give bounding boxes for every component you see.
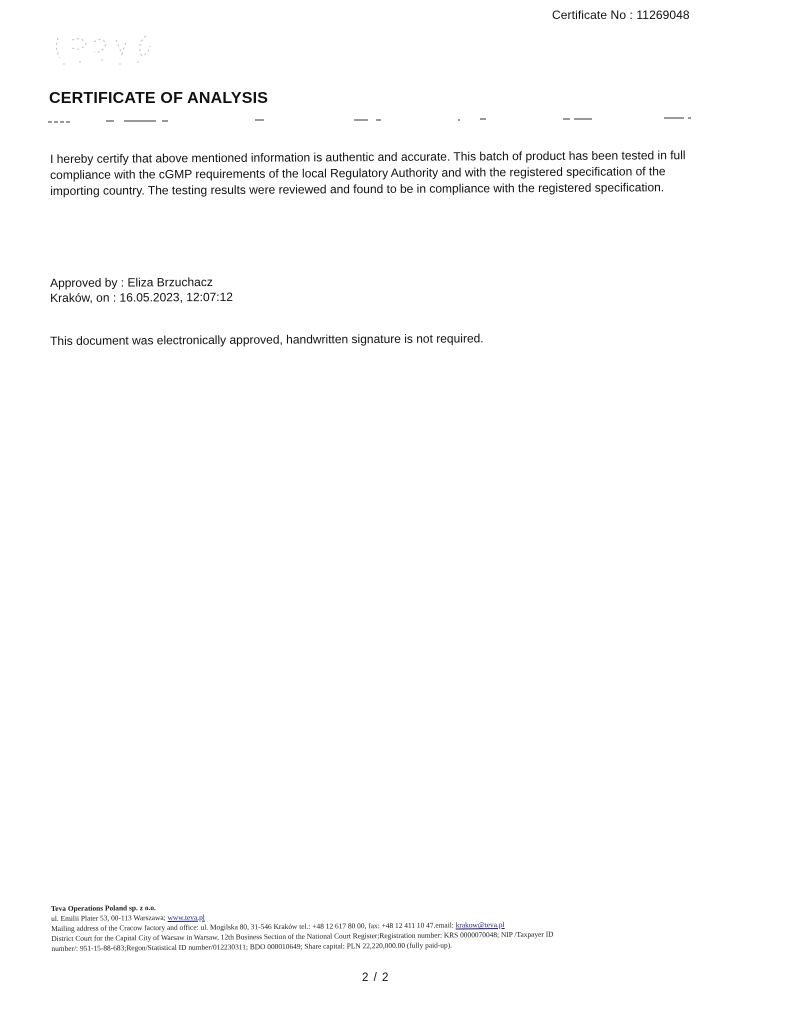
page-current: 2 / [362,972,378,984]
electronic-approval-note: This document was electronically approved, handwritten signature is not required. [50,331,484,348]
approved-by-label: Approved by : [50,275,125,290]
footer-company-name: Teva Operations Poland sp. z o.o. [51,903,156,913]
certification-statement: I hereby certify that above mentioned information is authentic and accurate. This batch of product has been tested in full compliance with the cGMP requirements of the local Regulatory Authority and with the registered specification of the importing country. The testing results were reviewed and found to be in compliance with the registered specification. [50,148,686,198]
certificate-number-line [552,8,690,22]
faded-logo-mark [50,28,170,72]
page-total: 2 [382,972,390,984]
page-number [362,972,389,984]
footer-court-registration: District Court for the Capital City of Warsaw in Warsaw, 12th Business Section of the National Court Register;Registration number: KRS 0000070048; NIP /Taxpayer ID [51,929,554,943]
approved-by-name: Eliza Brzuchacz [127,275,213,290]
approved-by-row [50,275,233,291]
footer-mailing-address: Mailing address of the Cracow factory and office: ul. Mogilska 80, 31-546 Kraków tel.: +48 12 617 80 00, fax: +48 12 411 10 47.email: [51,920,454,933]
dashed-divider [48,112,698,126]
approval-place-label: Kraków, on : [50,290,117,305]
document-title: CERTIFICATE OF ANALYSIS [49,90,269,107]
footer-tax-info: number/: 951-15-88-683;Regon/Statistical ID number/012230311; BDO 000010649; Share capital: PLN 22,220,000.00 (fully paid-up). [51,940,453,953]
footer-email-link[interactable]: krakow@teva.pl [455,920,505,930]
footer-address: ul. Emilii Plater 53, 00-113 Warszawa; [51,912,166,923]
footer-website-link[interactable]: www.teva.pl [167,912,205,922]
approval-block [50,275,233,306]
approval-datetime: 16.05.2023, 12:07:12 [119,289,234,305]
approval-date-row [50,290,233,306]
company-footer [51,899,671,954]
certificate-number: 11269048 [636,8,690,22]
certificate-label: Certificate No : [552,8,633,22]
